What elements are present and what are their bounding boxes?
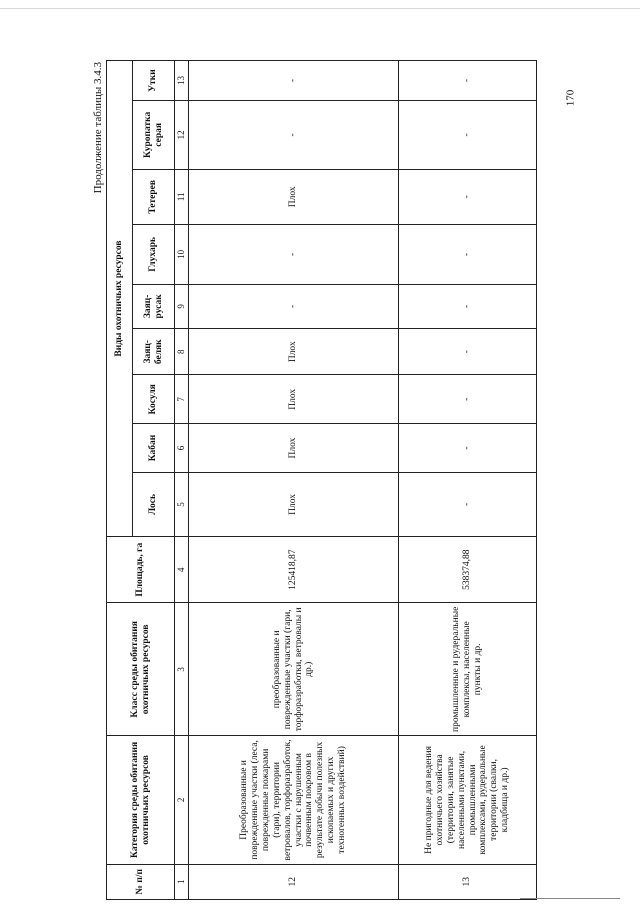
header-area: Площадь, га bbox=[107, 537, 175, 603]
row-category: Преобразованные и поврежденные участки (леса, поврежденные пожарами (гари), территории ветровалов, торфоразработок, участки с нарушенным почвенным покровом в результате добычи полезных ископаемых и других техногенных воздействий) bbox=[189, 736, 399, 864]
header-species: Глухарь bbox=[133, 224, 175, 284]
rotated-table-block bbox=[90, 60, 630, 900]
row-value: - bbox=[399, 61, 537, 101]
col-number: 4 bbox=[175, 537, 189, 603]
header-species: Куропатка серая bbox=[133, 101, 175, 170]
header-species: Заяц-русак bbox=[133, 284, 175, 328]
col-number: 5 bbox=[175, 472, 189, 536]
row-value: Плох bbox=[189, 329, 399, 375]
col-number: 2 bbox=[175, 736, 189, 864]
col-number: 7 bbox=[175, 375, 189, 424]
row-value: Плох bbox=[189, 375, 399, 424]
row-category: Не пригодные для ведения охотничьего хозяйства (территории, занятые населенными пунктами, промышленными комплексами, рудеральные территории (свалки, кладбища и др.) bbox=[399, 736, 537, 864]
table-row bbox=[399, 61, 537, 900]
page-edge bbox=[0, 8, 640, 9]
row-value: - bbox=[399, 424, 537, 473]
col-number: 11 bbox=[175, 169, 189, 224]
row-value: Плох bbox=[189, 424, 399, 473]
row-value: - bbox=[399, 224, 537, 284]
row-value: Плох bbox=[189, 169, 399, 224]
table-row bbox=[189, 61, 399, 900]
scan-artifact bbox=[520, 898, 620, 899]
header-species: Тетерев bbox=[133, 169, 175, 224]
row-value: - bbox=[399, 284, 537, 328]
header-species: Лось bbox=[133, 472, 175, 536]
header-species: Косуля bbox=[133, 375, 175, 424]
habitat-table bbox=[106, 60, 537, 900]
header-class: Класс среды обитания охотничьих ресурсов bbox=[107, 603, 175, 736]
col-number: 3 bbox=[175, 603, 189, 736]
row-value: - bbox=[399, 101, 537, 170]
header-num: № п/п bbox=[107, 864, 175, 899]
row-class: преобразованные и поврежденные участки (гари, торфоразработки, ветровалы и др.) bbox=[189, 603, 399, 736]
row-area: 125418,87 bbox=[189, 537, 399, 603]
row-value: - bbox=[399, 169, 537, 224]
header-species-group: Виды охотничьих ресурсов bbox=[107, 61, 133, 537]
row-area: 538374,88 bbox=[399, 537, 537, 603]
table-caption: Продолжение таблицы 3.4.3 bbox=[92, 62, 104, 194]
row-num: 13 bbox=[399, 864, 537, 899]
row-value: - bbox=[189, 284, 399, 328]
row-value: - bbox=[399, 472, 537, 536]
row-value: - bbox=[399, 375, 537, 424]
header-species: Кабан bbox=[133, 424, 175, 473]
col-number: 10 bbox=[175, 224, 189, 284]
col-number: 12 bbox=[175, 101, 189, 170]
row-class: промышленные и рудеральные комплексы, населенные пункты и др. bbox=[399, 603, 537, 736]
col-number: 9 bbox=[175, 284, 189, 328]
col-number: 6 bbox=[175, 424, 189, 473]
header-row-1 bbox=[107, 61, 133, 900]
row-value: Плох bbox=[189, 472, 399, 536]
col-number: 13 bbox=[175, 61, 189, 101]
row-value: - bbox=[189, 101, 399, 170]
row-value: - bbox=[399, 329, 537, 375]
page-number: 170 bbox=[564, 89, 577, 107]
row-value: - bbox=[189, 224, 399, 284]
row-num: 12 bbox=[189, 864, 399, 899]
header-species: Заяц-беляк bbox=[133, 329, 175, 375]
col-number: 1 bbox=[175, 864, 189, 899]
col-number: 8 bbox=[175, 329, 189, 375]
row-value: - bbox=[189, 61, 399, 101]
header-species: Утки bbox=[133, 61, 175, 101]
header-category: Категория среды обитания охотничьих ресурсов bbox=[107, 736, 175, 864]
column-number-row bbox=[175, 61, 189, 900]
